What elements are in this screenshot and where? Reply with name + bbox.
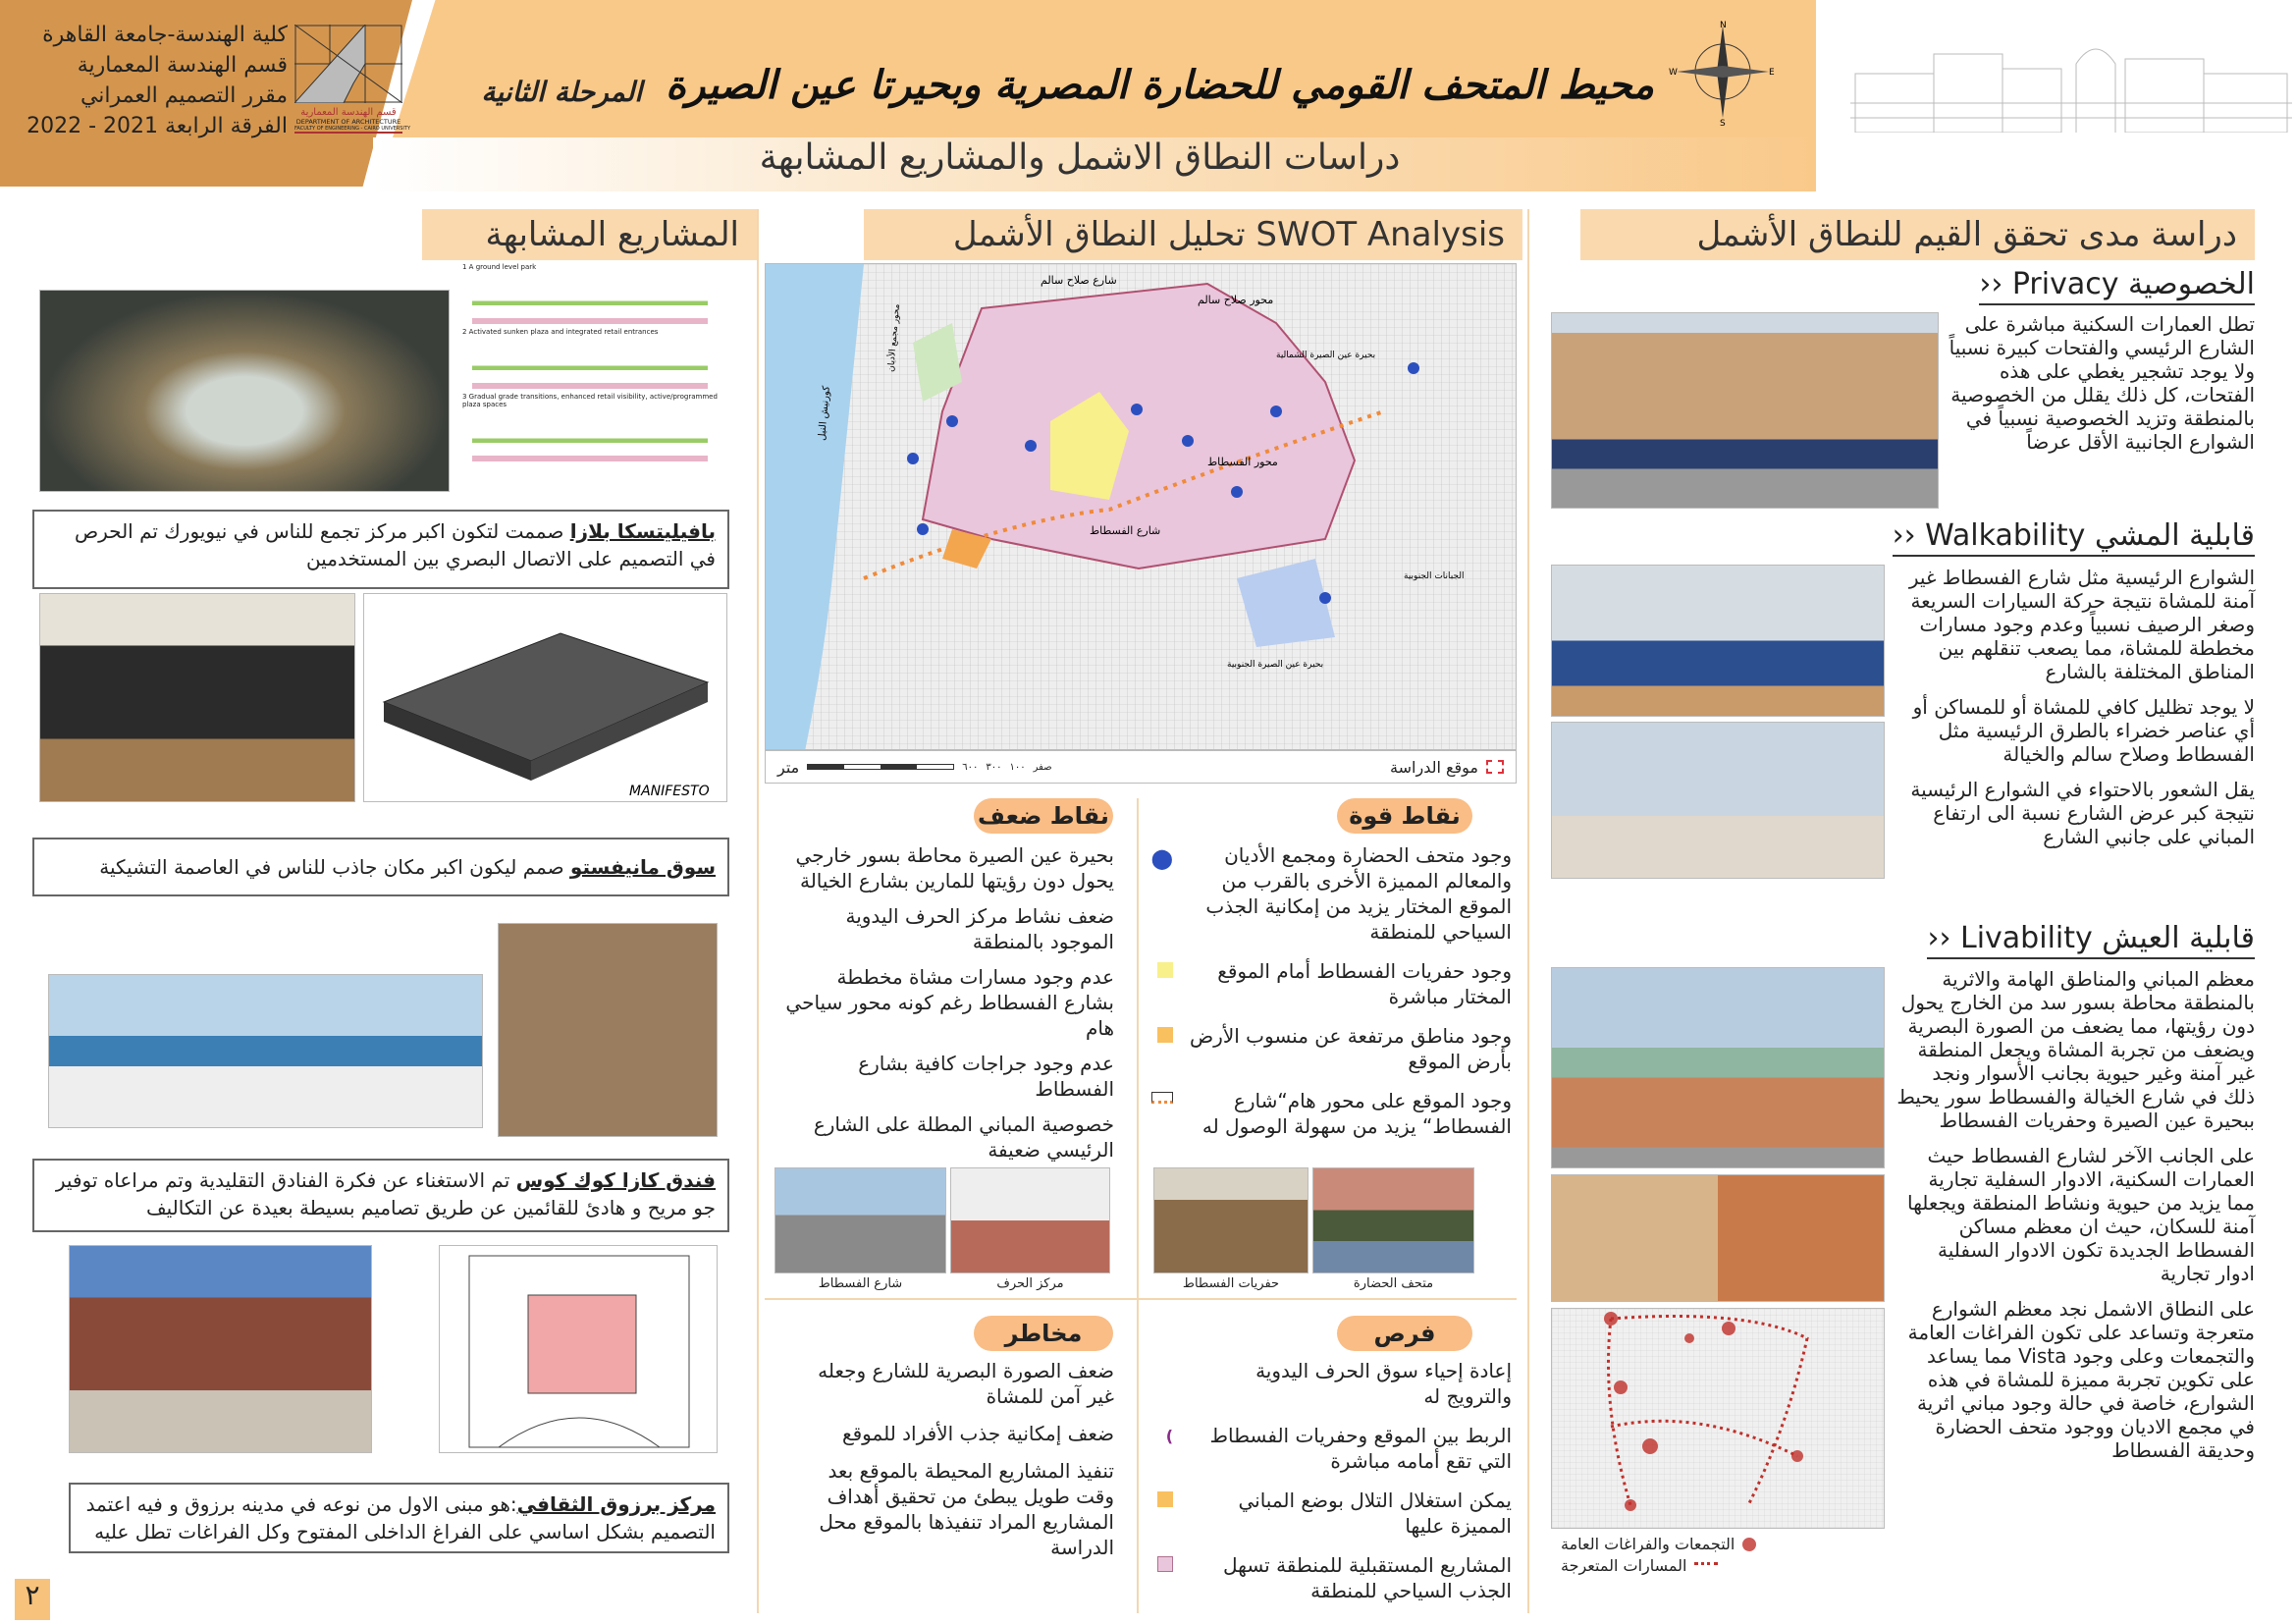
strength-text: وجود الموقع على محور هام“شارع الفسطاط“ يزيد من سهولة الوصول له — [1201, 1089, 1512, 1138]
pink-square-icon — [1153, 1556, 1173, 1603]
dotted-line-icon — [1694, 1555, 1718, 1565]
livability-text-block — [1896, 967, 2255, 1462]
map-legend-row — [765, 750, 1517, 784]
map-label: شارع الفسطاط — [1090, 524, 1161, 537]
logo-text-en2: FACULTY OF ENGINEERING - CAIRO UNIVERSITY — [294, 126, 411, 132]
photo-caption: مركز الحرف — [996, 1276, 1064, 1291]
orange-square-icon — [1153, 1027, 1173, 1074]
university-line: كلية الهندسة-جامعة القاهرة — [42, 23, 288, 47]
privacy-title: الخصوصية Privacy ‹‹ — [1979, 267, 2255, 305]
phase-label: المرحلة الثانية — [481, 76, 643, 108]
column-divider — [757, 209, 759, 1613]
swot-divider — [765, 1298, 1517, 1300]
scale-tick: صفر — [1033, 761, 1052, 773]
walkability-photo-2 — [1551, 722, 1885, 879]
strengths-list — [1150, 842, 1512, 1153]
strength-text: وجود حفريات الفسطاط أمام الموقع المختار مباشرة — [1217, 959, 1512, 1008]
university-line: الفرقة الرابعة 2021 - 2022 — [27, 114, 288, 138]
threat-item: ضعف الصورة البصرية للشارع وجعله غير آمن للمشاة — [818, 1359, 1114, 1408]
privacy-title-text: الخصوصية Privacy — [2011, 267, 2255, 301]
plaza-section-diagrams — [462, 263, 718, 492]
weakness-item: بحيرة عين الصيرة محاطة بسور خارجي يحول دون رؤيتها للمارين بشارع الخيالة — [795, 843, 1114, 893]
section-diagram — [472, 412, 708, 461]
privacy-text-block — [1949, 312, 2255, 454]
strength-item — [1153, 958, 1512, 1009]
swot-vdivider — [1137, 798, 1139, 1613]
project-name: بافيليتسكا بلازا — [569, 519, 716, 543]
location-pin-icon: ⬤ — [1150, 846, 1173, 870]
strength-text: وجود مناطق مرتفعة عن منسوب الأرض بأرض الموقع — [1190, 1024, 1512, 1073]
opportunities-label: فرص — [1337, 1316, 1472, 1351]
photo-caption: شارع الفسطاط — [818, 1276, 903, 1291]
blank-icon — [1153, 1362, 1173, 1409]
page-number: ٢ — [15, 1579, 50, 1620]
photo-caption: متحف الحضارة — [1353, 1276, 1434, 1291]
walkability-title-text: قابلية المشي Walkability — [1925, 518, 2255, 553]
project-desc: :هو مبنى الاول من نوعه في مدينه برزوق و فيه اعتمد التصميم بشكل اساسي على الفراغ الداخلى المفتوح وكل الفراغات تطل عليه — [85, 1492, 716, 1543]
swot-map — [765, 263, 1517, 750]
threats-list — [795, 1358, 1114, 1560]
legend-label: التجمعات والفراغات العامة — [1561, 1535, 1735, 1553]
weakness-item: ضعف نشاط مركز الحرف اليدوية الموجود بالمنطقة — [845, 904, 1114, 953]
values-header: دراسة مدى تحقق القيم للنطاق الأشمل — [1580, 209, 2255, 260]
livability-map — [1551, 1308, 1885, 1529]
threat-item: ضعف إمكانية جذب الأفراد للموقع — [841, 1422, 1114, 1445]
site-boundary-icon — [1486, 760, 1504, 774]
compass-e: E — [1769, 68, 1775, 78]
map-label: كورنيش النيل — [817, 385, 832, 442]
livability-title: قابلية العيش Livability ‹‹ — [1927, 921, 2255, 959]
section-diagram — [472, 340, 708, 389]
walkability-text: لا يوجد تظليل كافي للمشاة أو للمساكن أو أي عناصر خضراء بالطرق الرئيسية مثل الفسطاط وصلاح سالم والخيالة — [1912, 695, 2255, 766]
scale-tick: ١٠٠ — [1009, 761, 1026, 773]
university-info — [8, 20, 288, 141]
scale-tick: ٦٠٠ — [962, 761, 979, 773]
scale-tick: ٣٠٠ — [986, 761, 1002, 773]
map-label: شارع صلاح سالم — [1041, 274, 1117, 287]
project-caption — [69, 1483, 729, 1553]
strength-item — [1150, 842, 1512, 945]
compass-w: W — [1669, 68, 1678, 78]
walkability-text: يقل الشعور بالاحتواء في الشوارع الرئيسية نتيجة كبر عرض الشارع نسبة الى ارتفاع المباني على جانبي الشارع — [1910, 778, 2255, 848]
weakness-item: خصوصية المباني المطلة على الشارع الرئيسي ضعيفة — [813, 1112, 1114, 1162]
livability-photo-2 — [1551, 1174, 1885, 1302]
hotel-coast-photo — [48, 974, 483, 1128]
scale-unit: متر — [777, 757, 800, 777]
map-label: بحيرة عين الصيرة الجنوبية — [1227, 660, 1324, 670]
university-line: مقرر التصميم العمراني — [80, 83, 288, 108]
opportunity-item — [1153, 1423, 1512, 1474]
opportunity-item — [1153, 1552, 1512, 1603]
compass-n: N — [1720, 21, 1727, 30]
diagram-label: 2 Activated sunken plaza and integrated retail entrances — [462, 328, 659, 336]
pavilion-plaza-render — [39, 290, 450, 492]
threat-item: تنفيذ المشاريع المحيطة بالموقع بعد وقت طويل يبطئ من تحقيق أهداف المشاريع المراد تنفيذها بالموقع محل الدراسة — [819, 1459, 1114, 1559]
privacy-photo — [1551, 312, 1939, 509]
project-name: سوق مانيفستو — [569, 855, 716, 879]
strength-text: وجود متحف الحضارة ومجمع الأديان والمعالم المميزة الأخرى بالقرب من الموقع المختار يزيد من إمكانية الجذب السياحي للمنطقة — [1205, 843, 1512, 944]
project-name: فندق كازا كوك كوس — [515, 1168, 716, 1192]
strength-item — [1153, 1088, 1512, 1139]
crafts-center-photo — [950, 1167, 1110, 1273]
weaknesses-list — [785, 842, 1114, 1163]
weakness-item: عدم وجود مسارات مشاة مخططة بشارع الفسطاط رغم كونه محور سياحي هام — [785, 965, 1114, 1040]
skyline-sketch — [1850, 25, 2292, 133]
page-subtitle: دراسات النطاق الاشمل والمشاريع المشابهة — [759, 137, 1401, 178]
title-row — [422, 29, 1654, 108]
red-circle-icon — [1742, 1538, 1756, 1551]
project-caption — [32, 838, 729, 896]
manifesto-logo: MANIFESTO — [629, 784, 710, 799]
manifesto-axonometric — [363, 593, 727, 802]
compass-s: S — [1720, 119, 1726, 126]
logo-text-en: DEPARTMENT OF ARCHITECTURE — [295, 118, 401, 126]
map-label: بحيرة عين الصيرة الشمالية — [1276, 351, 1376, 360]
legend-label: المسارات المتعرجة — [1561, 1556, 1687, 1575]
weaknesses-label: نقاط ضعف — [974, 798, 1113, 834]
purple-arc-icon: ) — [1165, 1427, 1173, 1445]
civilization-museum-photo — [1312, 1167, 1474, 1273]
manifesto-market-photo — [39, 593, 355, 802]
map-scale-bar — [777, 758, 1052, 777]
orange-square-icon — [1153, 1491, 1173, 1539]
opportunity-text: الربط بين الموقع وحفريات الفسطاط التي تقع أمامه مباشرة — [1209, 1424, 1512, 1473]
department-logo — [294, 25, 411, 147]
weakness-item: عدم وجود جراجات كافية بشارع الفسطاط — [858, 1052, 1114, 1101]
scale-bar — [807, 764, 954, 770]
map-label: محور صلاح سالم — [1198, 294, 1274, 306]
strength-item — [1153, 1023, 1512, 1074]
opportunity-text: إعادة إحياء سوق الحرف اليدوية والترويج له — [1255, 1359, 1512, 1408]
hotel-aerial-photo — [498, 923, 718, 1137]
walkability-photo-1 — [1551, 565, 1885, 717]
excavations-photo — [1153, 1167, 1308, 1273]
map-label: محور الفسطاط — [1207, 456, 1278, 468]
project-name: مركز برزوق الثقافي — [516, 1492, 716, 1516]
cultural-center-courtyard-photo — [69, 1245, 372, 1453]
project-desc: صممت لتكون اكبر مركز تجمع للناس في نيويورك تم الحرص في التصميم على الاتصال البصري بين المستخدمين — [74, 519, 716, 570]
livability-legend — [1561, 1534, 1885, 1577]
livability-text: معظم المباني والمناطق الهامة والاثرية بالمنطقة محاطة بسور سد من الخارج يحول دون رؤيتها، مما يضعف من الصورة البصرية ويضعف من تجربة المشاة ويجعل المنطقة غير آمنة وغير حيوية بجانب الأسوار ونجد ذلك في شارع الخيالة والفسطاط سور يحيط ببحيرة عين الصيرة وحفريات الفسطاط — [1896, 967, 2255, 1132]
fustat-street-photo — [774, 1167, 946, 1273]
column-divider — [1527, 209, 1529, 1613]
compass-icon — [1669, 18, 1777, 126]
project-caption — [32, 510, 729, 589]
livability-text: على النطاق الاشمل نجد معظم الشوارع متعرجة وتساعد على تكون الفراغات العامة والتجمعات وعلى وجود Vista مما يساعد على تكوين تجربة مميزة للمشاة في هذه الشوارع، خاصة في حالة وجود مباني اثرية في مجمع الاديان ووجود متحف الحضارة وحديقة الفسطاط — [1907, 1297, 2255, 1462]
opportunity-text: يمكن استغلال التلال بوضع المباني المميزة عليها — [1238, 1489, 1512, 1538]
dotted-path-icon — [1153, 1092, 1173, 1139]
walkability-text: الشوارع الرئيسية مثل شارع الفسطاط غير آمنة للمشاة نتيجة حركة السيارات السريعة وصغر الرصيف نسبياً وعدم وجود مسارات مخططة للمشاة، مما يصعب تنقلهم بين المناطق المختلفة بالشارع — [1908, 566, 2255, 683]
photo-caption: حفريات الفسطاط — [1182, 1276, 1280, 1291]
diagram-label: 1 A ground level park — [462, 263, 537, 271]
project-desc: تم الاستغناء عن فكرة الفنادق التقليدية وتم مراعاه توفير جو مريح و هادئ للقائمين عن طريق تصاميم بسيطة بعيدة عن التكاليف — [55, 1168, 716, 1219]
logo-text-ar: قسم الهندسة المعمارية — [300, 107, 397, 118]
similar-projects-header: المشاريع المشابهة — [422, 209, 757, 260]
map-label: محور مجمع الأديان — [886, 303, 903, 373]
yellow-square-icon — [1153, 962, 1173, 1009]
page-title: محيط المتحف القومي للحضارة المصرية وبحيرتا عين الصيرة — [666, 62, 1654, 108]
privacy-text: تطل العمارات السكنية مباشرة على الشارع الرئيسي والفتحات كبيرة نسبياً ولا يوجد تشجير يغطي على هذه الفتحات، كل ذلك يقلل من الخصوصية بالمنطقة وتزيد الخصوصية نسبياً في الشوارع الجانبية الأقل عرضاً — [1949, 312, 2255, 454]
university-line: قسم الهندسة المعمارية — [77, 53, 288, 78]
section-diagram — [472, 275, 708, 324]
strengths-label: نقاط قوة — [1337, 798, 1472, 834]
threats-label: مخاطر — [974, 1316, 1113, 1351]
legend-item — [1561, 1534, 1885, 1555]
opportunity-text: المشاريع المستقبلية للمنطقة تسهل الجذب السياحي للمنطقة — [1222, 1553, 1512, 1602]
opportunity-item — [1153, 1488, 1512, 1539]
cultural-center-plan — [439, 1245, 718, 1453]
swot-header: SWOT Analysis تحليل النطاق الأشمل — [864, 209, 1522, 260]
opportunity-item — [1153, 1358, 1512, 1409]
map-label: الجبانات الجنوبية — [1404, 571, 1465, 581]
project-desc: صمم ليكون اكبر مكان جاذب للناس في العاصمة التشيكية — [99, 855, 570, 879]
project-caption — [32, 1159, 729, 1232]
opportunities-list — [1153, 1358, 1512, 1617]
livability-text: على الجانب الآخر لشارع الفسطاط حيث العمارات السكنية، الادوار السفلية تجارية مما يزيد من حيوية ونشاط المنطقة ويجعلها آمنة للسكان، حيث ان معظم مساكن الفسطاط الجديدة تكون الادوار السفلية ادوار تجارية — [1906, 1144, 2255, 1285]
livability-title-text: قابلية العيش Livability — [1960, 921, 2255, 955]
walkability-text-block — [1895, 566, 2255, 848]
legend-item — [1561, 1555, 1885, 1577]
logo-mark-icon — [294, 25, 402, 103]
livability-photo-1 — [1551, 967, 1885, 1168]
legend-site-label: موقع الدراسة — [1390, 757, 1478, 777]
diagram-label: 3 Gradual grade transitions, enhanced retail visibility, active/programmed plaza spaces — [462, 393, 718, 408]
walkability-title: قابلية المشي Walkability ‹‹ — [1893, 518, 2255, 557]
